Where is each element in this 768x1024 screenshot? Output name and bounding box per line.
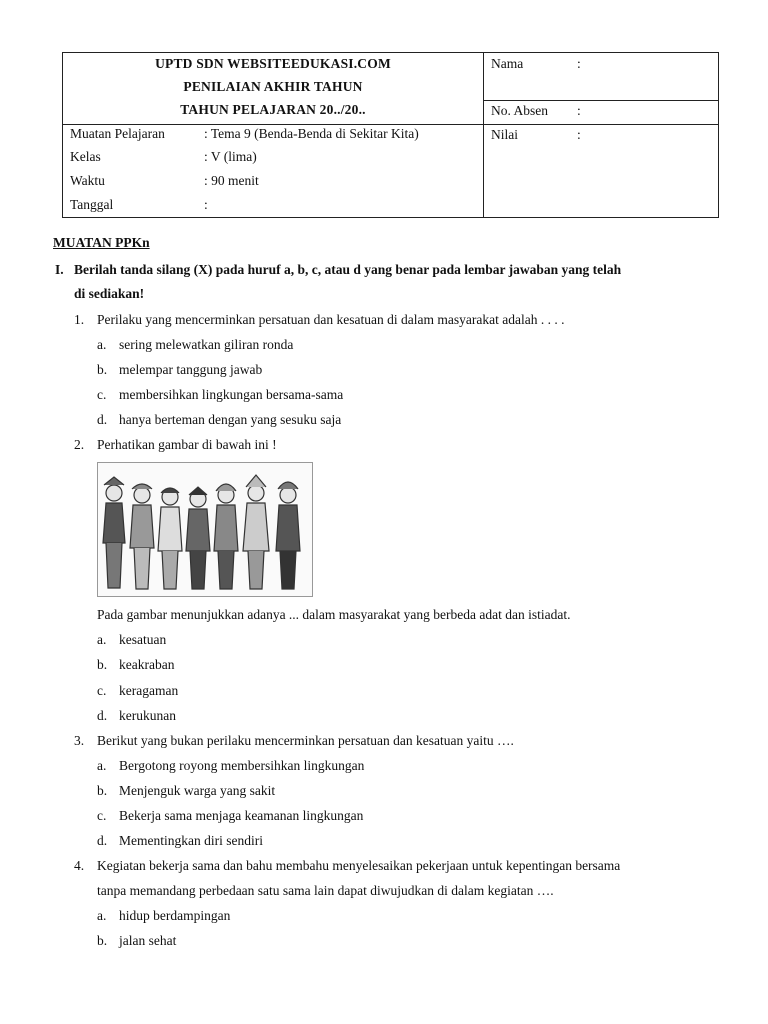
q3-option-c-letter: c.	[97, 808, 107, 823]
nilai-colon: :	[577, 127, 581, 142]
academic-year: TAHUN PELAJARAN 20../20..	[180, 102, 366, 117]
no-absen-label: No. Absen	[491, 103, 548, 118]
question-1-text: Perilaku yang mencerminkan persatuan dan kesatuan di dalam masyarakat adalah . . . .	[97, 312, 565, 327]
q4-option-a-letter: a.	[97, 908, 107, 923]
subject-label: Muatan Pelajaran	[70, 126, 165, 141]
nama-colon: :	[577, 56, 581, 71]
q3-option-c: Bekerja sama menjaga keamanan lingkungan	[119, 808, 364, 823]
q2-option-d: kerukunan	[119, 708, 176, 723]
q3-option-b-letter: b.	[97, 783, 108, 798]
school-name: UPTD SDN WEBSITEEDUKASI.COM	[155, 56, 391, 71]
date-value: :	[204, 197, 208, 212]
question-2-followup: Pada gambar menunjukkan adanya ... dalam masyarakat yang berbeda adat dan istiadat.	[97, 607, 571, 622]
nilai-label: Nilai	[491, 127, 518, 142]
no-absen-colon: :	[577, 103, 581, 118]
q1-option-b-letter: b.	[97, 362, 108, 377]
q4-option-b: jalan sehat	[119, 933, 177, 948]
q3-option-d-letter: d.	[97, 833, 108, 848]
q3-option-a-letter: a.	[97, 758, 107, 773]
subject-value: : Tema 9 (Benda-Benda di Sekitar Kita)	[204, 126, 419, 141]
q1-option-d-letter: d.	[97, 412, 108, 427]
q1-option-b: melempar tanggung jawab	[119, 362, 263, 377]
q2-option-b: keakraban	[119, 657, 175, 672]
date-label: Tanggal	[70, 197, 114, 212]
question-2-number: 2.	[74, 437, 85, 452]
q3-option-a: Bergotong royong membersihkan lingkungan	[119, 758, 365, 773]
header-divider-horizontal	[63, 124, 718, 125]
header-divider-vertical	[483, 53, 484, 217]
people-illustration	[98, 463, 312, 596]
q1-option-a-letter: a.	[97, 337, 107, 352]
q2-option-c-letter: c.	[97, 683, 107, 698]
exam-title: PENILAIAN AKHIR TAHUN	[183, 79, 363, 94]
question-4-text: Kegiatan bekerja sama dan bahu membahu menyelesaikan pekerjaan untuk kepentingan bersama	[97, 858, 621, 873]
instruction-numeral: I.	[55, 262, 64, 277]
q1-option-c: membersihkan lingkungan bersama-sama	[119, 387, 344, 402]
q1-option-d: hanya berteman dengan yang sesuku saja	[119, 412, 342, 427]
nama-label: Nama	[491, 56, 524, 71]
traditional-costumes-picture	[97, 462, 313, 597]
q4-option-b-letter: b.	[97, 933, 108, 948]
header-divider-right	[483, 100, 718, 101]
question-4-number: 4.	[74, 858, 85, 873]
question-2-text: Perhatikan gambar di bawah ini !	[97, 437, 277, 452]
question-3-text: Berikut yang bukan perilaku mencerminkan persatuan dan kesatuan yaitu ….	[97, 733, 514, 748]
instruction-line-2: di sediakan!	[74, 286, 145, 301]
question-4-text-continued: tanpa memandang perbedaan satu sama lain dapat diwujudkan di dalam kegiatan ….	[97, 883, 554, 898]
q2-option-b-letter: b.	[97, 657, 108, 672]
q2-option-a: kesatuan	[119, 632, 167, 647]
question-3-number: 3.	[74, 733, 85, 748]
q4-option-a: hidup berdampingan	[119, 908, 231, 923]
section-title: MUATAN PPKn	[53, 235, 150, 250]
q2-option-d-letter: d.	[97, 708, 108, 723]
instruction-line-1: Berilah tanda silang (X) pada huruf a, b, c, atau d yang benar pada lembar jawaban yang telah	[74, 262, 622, 277]
q1-option-c-letter: c.	[97, 387, 107, 402]
time-label: Waktu	[70, 173, 105, 188]
q1-option-a: sering melewatkan giliran ronda	[119, 337, 294, 352]
q3-option-d: Mementingkan diri sendiri	[119, 833, 263, 848]
q2-option-a-letter: a.	[97, 632, 107, 647]
question-1-number: 1.	[74, 312, 85, 327]
time-value: : 90 menit	[204, 173, 259, 188]
class-value: : V (lima)	[204, 149, 257, 164]
exam-header-table	[62, 52, 719, 218]
q3-option-b: Menjenguk warga yang sakit	[119, 783, 276, 798]
q2-option-c: keragaman	[119, 683, 179, 698]
class-label: Kelas	[70, 149, 101, 164]
